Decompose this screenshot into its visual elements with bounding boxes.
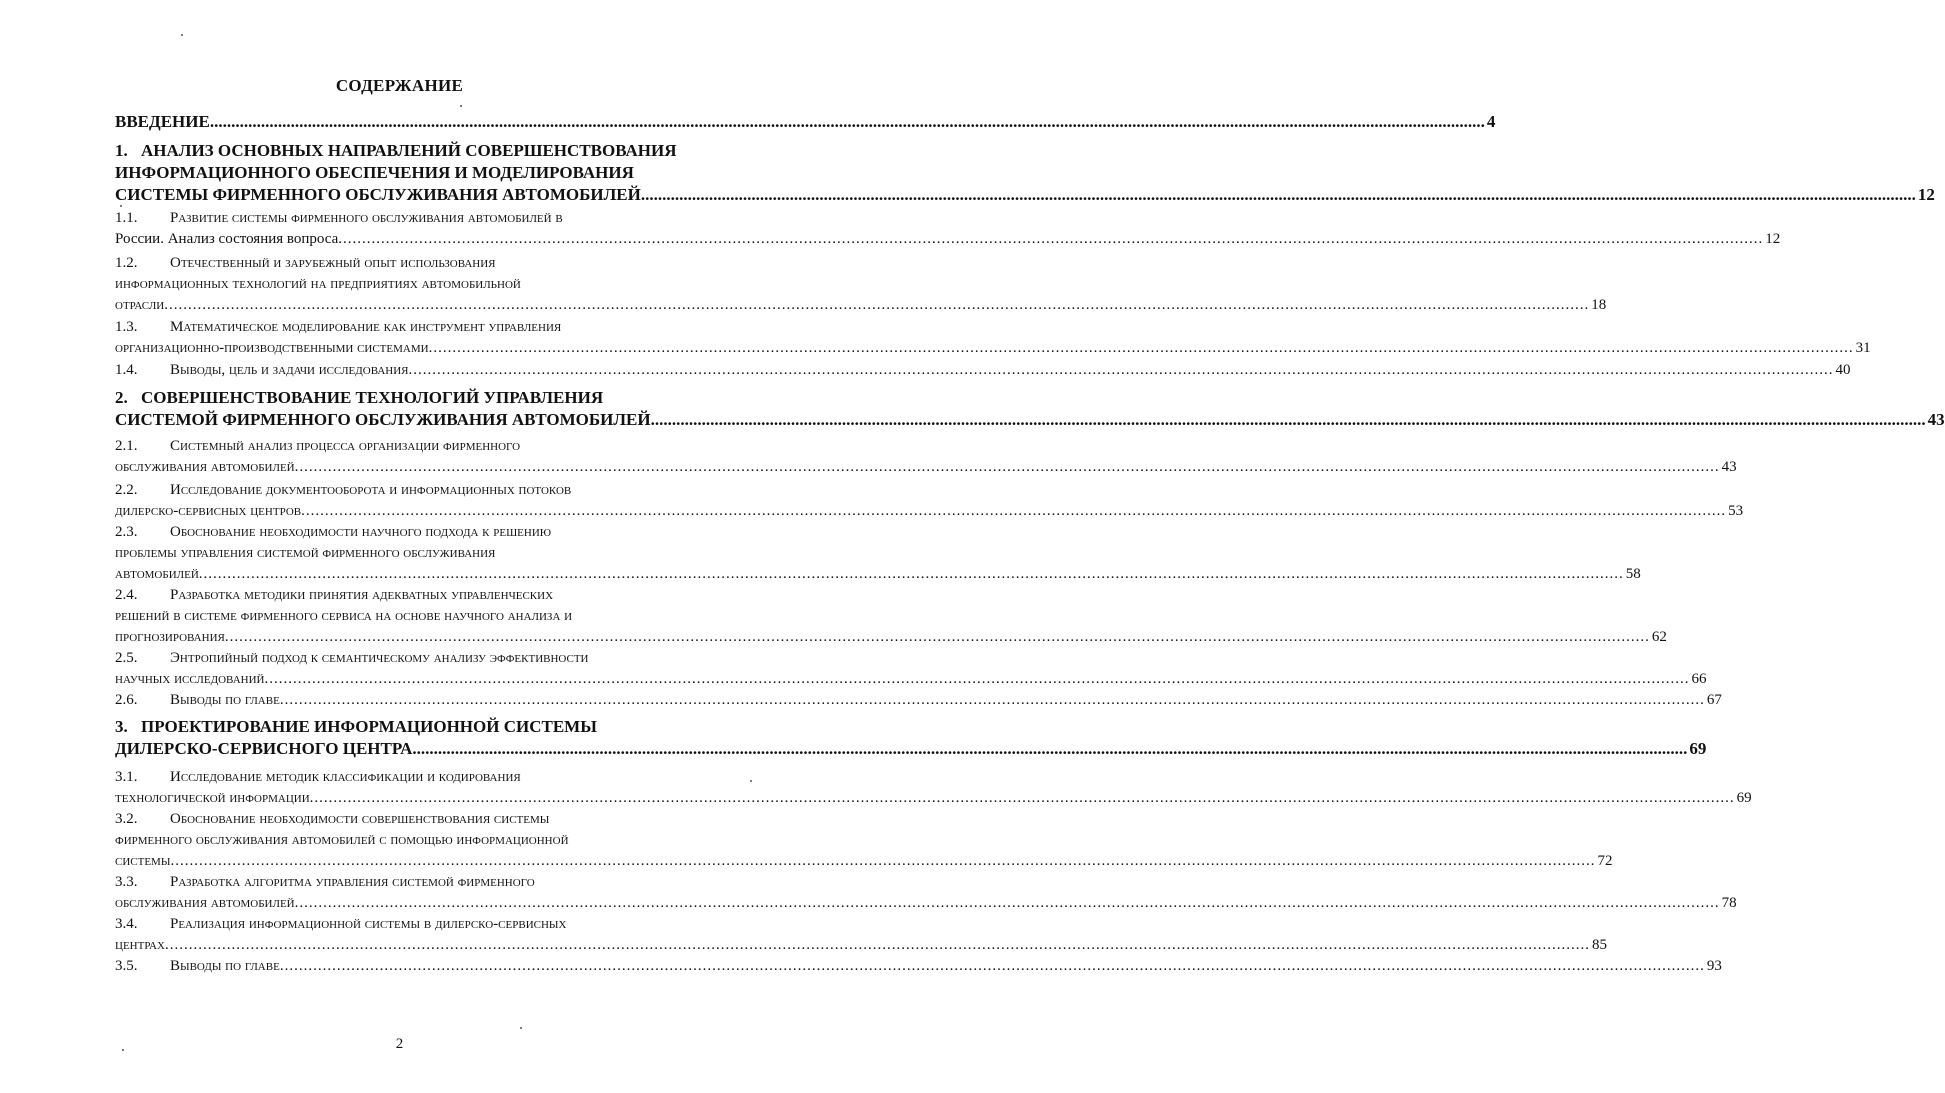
section-title-line: дилерско-сервисных центров [115,503,302,519]
section-number: 3.5. [115,958,138,974]
leader-dots: ............................................................................................................................................................................................................................................................................................................ [412,739,1688,758]
leader-dots: ............................................................................................................................................................................................................................................................................................................ [198,566,1624,582]
toc-page-number: 69 [1736,790,1752,806]
toc-intro-label: ВВЕДЕНИЕ [115,112,210,131]
leader-dots: ............................................................................................................................................................................................................................................................................................................ [164,937,1590,953]
section-title-line: Системный анализ процесса организации фирменного [170,438,521,454]
toc-section-2-2[interactable] [115,480,1744,522]
toc-page-number: 40 [1835,362,1851,378]
chapter-title-line: ДИЛЕРСКО-СЕРВИСНОГО ЦЕНТРА [115,739,413,758]
toc-page-number: 12 [1765,231,1781,247]
toc-section-2-4[interactable] [115,585,1667,648]
toc-page-number: 58 [1625,566,1641,582]
toc-page-number: 66 [1691,671,1707,687]
toc-entry-intro[interactable] [115,111,1496,133]
leader-dots: ............................................................................................................................................................................................................................................................................................................ [279,692,1705,708]
scan-speck [122,1049,124,1051]
section-title-line: Реализация информационной системы в дилерско-сервисных [170,916,567,932]
section-title-line: фирменного обслуживания автомобилей с помощью информационной [115,832,569,848]
section-title-line: Отечественный и зарубежный опыт использования [170,255,496,271]
section-number: 2.2. [115,482,138,498]
section-title-line: центрах [115,937,165,953]
chapter-number: 1. [115,141,128,160]
leader-dots: ............................................................................................................................................................................................................................................................................................................ [264,671,1690,687]
section-title-line: системы [115,853,171,869]
leader-dots: ............................................................................................................................................................................................................................................................................................................ [294,895,1720,911]
toc-section-2-1[interactable] [115,436,1737,478]
chapter-title-line: СИСТЕМОЙ ФИРМЕННОГО ОБСЛУЖИВАНИЯ АВТОМОБИЛЕЙ [115,410,651,429]
section-title-line: Разработка алгоритма управления системой фирменного [170,874,535,890]
section-title-line: решений в системе фирменного сервиса на основе научного анализа и [115,608,573,624]
toc-page-number: 53 [1728,503,1744,519]
toc-page-number: 78 [1721,895,1737,911]
toc-page-number: 4 [1486,112,1496,131]
toc-page-number: 18 [1591,297,1607,313]
section-title-line: информационных технологий на предприятиях автомобильной [115,276,521,292]
toc-page-number: 85 [1591,937,1607,953]
toc-page-number: 12 [1917,185,1935,204]
chapter-title-line: АНАЛИЗ ОСНОВНЫХ НАПРАВЛЕНИЙ СОВЕРШЕНСТВОВАНИЯ [141,141,677,160]
leader-dots: ............................................................................................................................................................................................................................................................................................................ [650,410,1926,429]
leader-dots: ............................................................................................................................................................................................................................................................................................................ [294,459,1720,475]
leader-dots: ............................................................................................................................................................................................................................................................................................................ [170,853,1596,869]
section-title-line: Обоснование необходимости совершенствования системы [170,811,550,827]
leader-dots: ............................................................................................................................................................................................................................................................................................................ [279,958,1705,974]
chapter-number: 3. [115,717,128,736]
section-number: 2.4. [115,587,138,603]
section-title-line: Исследование документооборота и информационных потоков [170,482,572,498]
section-number: 1.2. [115,255,138,271]
scan-speck [520,1027,522,1029]
chapter-number: 2. [115,388,128,407]
toc-page-number: 43 [1721,459,1737,475]
page-title: СОДЕРЖАНИЕ [335,76,464,95]
section-number: 2.6. [115,692,138,708]
leader-dots: ............................................................................................................................................................................................................................................................................................................ [640,185,1916,204]
section-number: 2.1. [115,438,138,454]
toc-page-number: 69 [1689,739,1707,758]
section-number: 2.3. [115,524,138,540]
toc-chapter-1[interactable] [115,140,1935,206]
toc-section-3-1[interactable] [115,767,1752,809]
leader-dots: ............................................................................................................................................................................................................................................................................................................ [309,790,1735,806]
toc-section-1-1[interactable] [115,208,1781,250]
toc-section-3-3[interactable] [115,872,1737,914]
scan-speck [120,205,122,207]
leader-dots: ............................................................................................................................................................................................................................................................................................................ [301,503,1727,519]
chapter-title-line: СОВЕРШЕНСТВОВАНИЕ ТЕХНОЛОГИЙ УПРАВЛЕНИЯ [141,388,604,407]
toc-section-2-6[interactable] [115,690,1722,711]
section-title-line: обслуживания автомобилей [115,895,295,911]
toc-page-number: 43 [1927,410,1945,429]
toc-section-1-3[interactable] [115,317,1871,359]
section-number: 2.5. [115,650,138,666]
chapter-title-line: ПРОЕКТИРОВАНИЕ ИНФОРМАЦИОННОЙ СИСТЕМЫ [141,717,597,736]
section-title-line: автомобилей [115,566,199,582]
toc-section-3-5[interactable] [115,956,1722,977]
page-number: 2 [395,1036,404,1052]
section-title-line: отрасли [115,297,165,313]
section-title-line: Выводы, цель и задачи исследования [170,362,409,378]
section-title-line: Обоснование необходимости научного подхода к решению [170,524,552,540]
section-number: 3.1. [115,769,138,785]
section-number: 1.4. [115,362,138,378]
leader-dots: ............................................................................................................................................................................................................................................................................................................ [408,362,1834,378]
section-number: 3.3. [115,874,138,890]
section-title-line: Исследование методик классификации и кодирования [170,769,521,785]
toc-section-3-4[interactable] [115,914,1607,956]
leader-dots: ............................................................................................................................................................................................................................................................................................................ [224,629,1650,645]
chapter-title-line: СИСТЕМЫ ФИРМЕННОГО ОБСЛУЖИВАНИЯ АВТОМОБИЛЕЙ [115,185,641,204]
leader-dots: ............................................................................................................................................................................................................................................................................................................ [209,112,1485,131]
section-title-line: Развитие системы фирменного обслуживания автомобилей в [170,210,563,226]
section-title-line: организационно-производственными системами [115,340,429,356]
section-title-line: научных исследований [115,671,265,687]
section-title-line: России. Анализ состояния вопроса [115,231,339,247]
toc-page-number: 31 [1855,340,1871,356]
leader-dots: ............................................................................................................................................................................................................................................................................................................ [338,231,1764,247]
chapter-title-line: ИНФОРМАЦИОННОГО ОБЕСПЕЧЕНИЯ И МОДЕЛИРОВАНИЯ [115,163,634,182]
section-title-line: Энтропийный подход к семантическому анализу эффективности [170,650,589,666]
section-title-line: Выводы по главе [170,958,280,974]
toc-page-number: 93 [1706,958,1722,974]
section-title-line: Выводы по главе [170,692,280,708]
toc-page-number: 67 [1706,692,1722,708]
section-number: 3.2. [115,811,138,827]
section-number: 1.3. [115,319,138,335]
section-number: 1.1. [115,210,138,226]
scan-speck [750,780,752,782]
toc-section-1-4[interactable] [115,360,1851,381]
leader-dots: ............................................................................................................................................................................................................................................................................................................ [428,340,1854,356]
toc-section-2-5[interactable] [115,648,1707,690]
toc-page-number: 72 [1597,853,1613,869]
section-title-line: прогнозирования [115,629,225,645]
toc-section-2-3[interactable] [115,522,1641,585]
leader-dots: ............................................................................................................................................................................................................................................................................................................ [164,297,1590,313]
toc-section-3-2[interactable] [115,809,1613,872]
section-title-line: обслуживания автомобилей [115,459,295,475]
toc-chapter-3[interactable] [115,716,1707,760]
section-title-line: Разработка методики принятия адекватных управленческих [170,587,554,603]
toc-page-number: 62 [1651,629,1667,645]
section-title-line: технологической информации [115,790,310,806]
toc-section-1-2[interactable] [115,253,1607,316]
section-title-line: проблемы управления системой фирменного обслуживания [115,545,496,561]
section-title-line: Математическое моделирование как инструмент управления [170,319,562,335]
toc-chapter-2[interactable] [115,387,1945,431]
scan-speck [460,105,462,107]
section-number: 3.4. [115,916,138,932]
scan-speck [181,34,183,36]
